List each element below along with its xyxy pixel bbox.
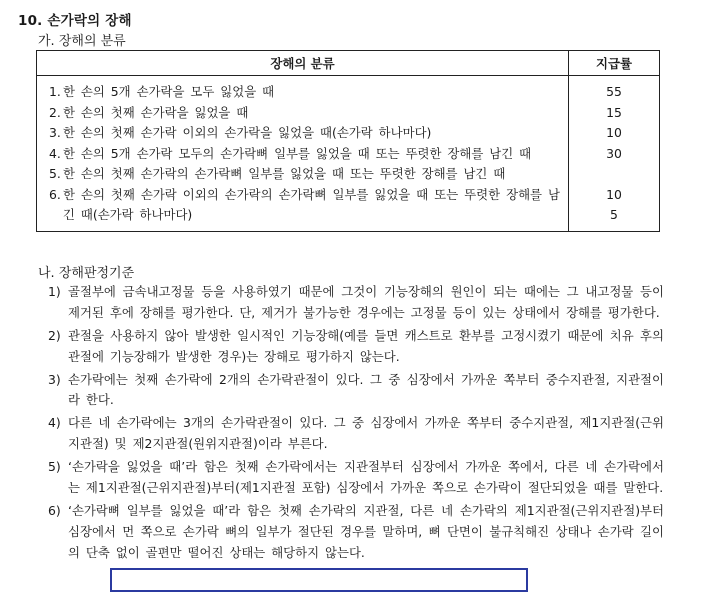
rate-value: 15 bbox=[606, 104, 622, 120]
list-item: 2) 관절을 사용하지 않아 발생한 일시적인 기능장해(예를 들면 캐스트로 환부를 고정시켰기 때문에 치유 후의 관절에 기능장해가 발생한 경우)는 장해로 평가하지 않는다. bbox=[48, 327, 664, 364]
list-item: 4) 다른 네 손가락에는 3개의 손가락관절이 있다. 그 중 심장에서 가까운 쪽부터 중수지관절, 제1지관절(근위지관절) 및 제2지관절(원위지관절)이라 부른다. bbox=[48, 415, 664, 452]
table-items-cell bbox=[37, 76, 569, 232]
table-row: 1. 한 손의 5개 손가락을 모두 잃었을 때 bbox=[49, 84, 275, 99]
table-row: 4. 한 손의 5개 손가락 모두의 손가락뼈 일부를 잃었을 때 또는 뚜렷한 장해를 남긴 때 bbox=[49, 145, 532, 161]
table-row: 3. 한 손의 첫째 손가락 이외의 손가락을 잃었을 때(손가락 하나마다) bbox=[49, 125, 432, 140]
highlight-box bbox=[110, 568, 528, 592]
table-row: 5. 한 손의 첫째 손가락의 손가락뼈 일부를 잃었을 때 또는 뚜렷한 장해를 남긴 때 bbox=[49, 166, 506, 181]
disability-grade-table bbox=[36, 50, 660, 232]
rate-value: 10 bbox=[606, 186, 622, 202]
list-item: 1) 골절부에 금속내고정물 등을 사용하였기 때문에 그것이 기능장해의 원인이 되는 때에는 그 내고정물 등이 제거된 후에 장해를 평가한다. 단, 제거가 불가능한 경우에는 고정물 등이 있는 상태에서 장해를 평가한다. bbox=[48, 284, 664, 320]
criteria-list bbox=[48, 282, 664, 565]
table-row: 6. 한 손의 첫째 손가락 이외의 손가락의 손가락뼈 일부를 잃었을 때 또는 뚜렷한 장해를 남긴 때(손가락 하나마다) bbox=[49, 186, 560, 222]
section-title: 10. 손가락의 장해 bbox=[18, 13, 132, 29]
list-item: 5) ‘손가락을 잃었을 때’라 함은 첫째 손가락에서는 지관절부터 심장에서 가까운 쪽에서, 다른 네 손가락에서는 제1지관절(근위지관절)부터(제1지관절 포함) 심장에서 가까운 쪽으로 손가락이 절단되었을 때를 말한다. bbox=[48, 459, 664, 495]
table-header-rate: 지급률 bbox=[569, 51, 660, 76]
table-header-items: 장해의 분류 bbox=[37, 51, 569, 76]
list-item: 3) 손가락에는 첫째 손가락에 2개의 손가락관절이 있다. 그 중 심장에서 가까운 쪽부터 중수지관절, 지관절이라 한다. bbox=[48, 371, 664, 408]
rate-value: 10 bbox=[606, 125, 622, 140]
rate-value: 30 bbox=[606, 145, 622, 161]
rate-value: 5 bbox=[610, 207, 618, 222]
list-item: 6) ‘손가락뼈 일부를 잃었을 때’라 함은 첫째 손가락의 지관절, 다른 네 손가락의 제1지관절(근위지관절)부터 심장에서 먼 쪽으로 손가락 뼈의 일부가 절단된 경우를 말하며, 뼈 단면이 불규칙해진 상태나 손가락 길이의 단축 없이 골편만 떨어진 상태는 해당하지 않는다. bbox=[48, 502, 664, 560]
rate-value: 55 bbox=[606, 84, 622, 99]
table-row: 2. 한 손의 첫째 손가락을 잃었을 때 bbox=[49, 104, 249, 120]
criteria-title: 나. 장해판정기준 bbox=[38, 266, 135, 281]
classification-title: 가. 장해의 분류 bbox=[38, 34, 126, 49]
table-rates-cell bbox=[569, 76, 660, 232]
